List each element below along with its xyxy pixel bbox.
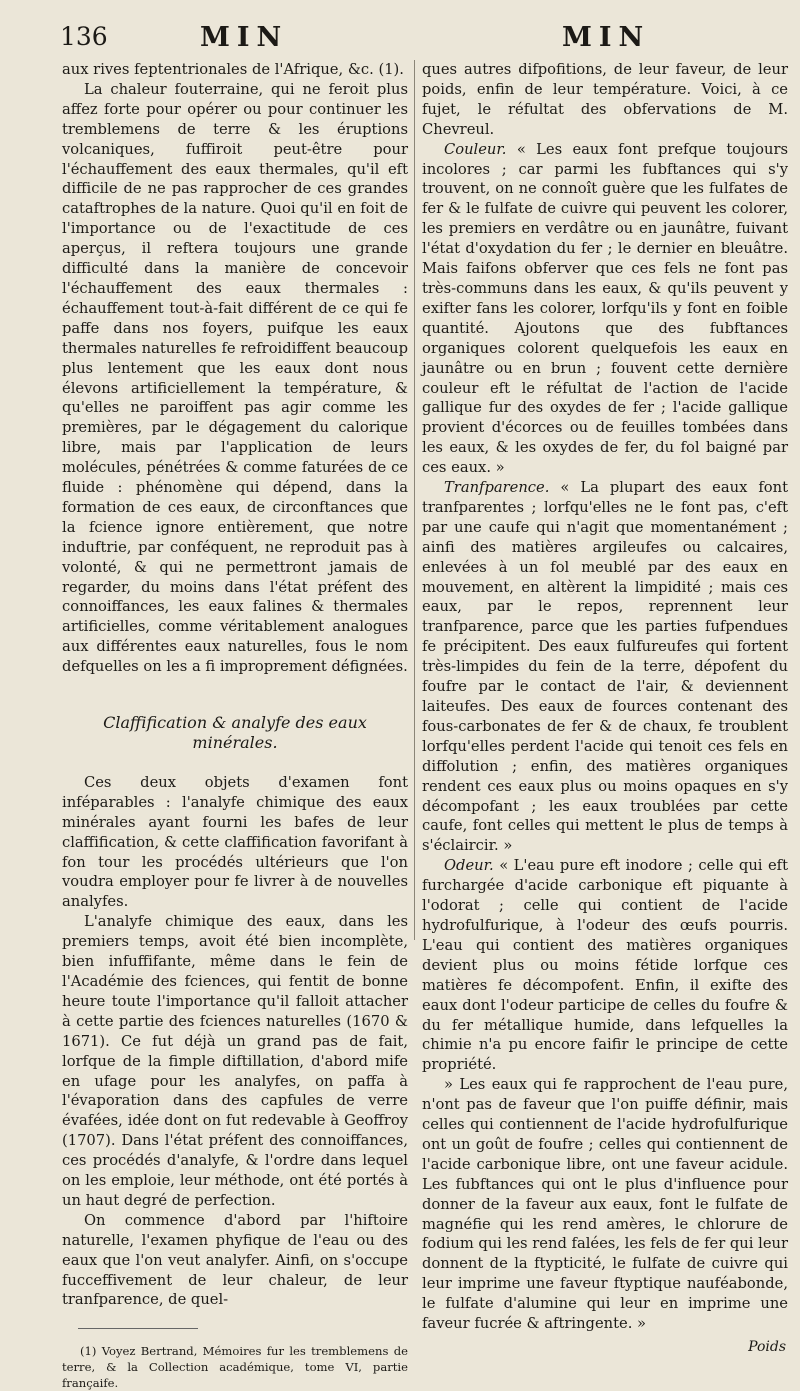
paragraph-odeur [422, 856, 788, 1075]
paragraph-label: Tranfparence. [444, 479, 550, 497]
paragraph: On commence d'abord par l'hiftoire naturelle, l'examen phyfique de l'eau ou des eaux que l'on veut analyfer. Ainfi, on s'occupe fucceffivement de leur chaleur, de leur tranfparence, de quel- [62, 1211, 408, 1309]
paragraph: » Les eaux qui fe rapprochent de l'eau pure, n'ont pas de faveur que l'on puiffe définir, mais celles qui contiennent de l'acide hydrofulfurique ont un goût de foufre ; celles qui contiennent de l'acide carbonique libre, ont une faveur acidule. Les fubftances qui ont le plus d'influence pour donner de la faveur aux eaux, font le fulfate de magnéfie qui les rend amères, le chlorure de fodium qui les rend falées, les fels de fer qui leur donnent de la ftypticité, le fulfate de cuivre qui leur imprime une faveur ftyptique nauféabonde, le fulfate d'alumine qui leur en imprime une faveur fucrée & aftringente. » [422, 1076, 788, 1333]
footnote-rule [78, 1328, 198, 1329]
running-head-left: MIN [200, 22, 289, 53]
running-header [60, 22, 782, 56]
page-number: 136 [60, 22, 108, 51]
left-column [62, 60, 408, 1391]
footnote: (1) Voyez Bertrand, Mémoires fur les tremblemens de terre, & la Collection académique, tome VI, partie françaife. [62, 1344, 408, 1391]
right-column [422, 60, 788, 1358]
paragraph-text: « L'eau pure eft inodore ; celle qui eft furchargée d'acide carbonique eft piquante à l'odorat ; celle qui contient de l'acide hydrofulfurique, à l'odeur des œufs pourris. L'eau qui contient des matières organiques devient plus ou moins fétide lorfque ces matières fe décompofent. Enfin, il exifte des eaux dont l'odeur participe de celles du foufre & du fer métallique humide, dans lefquelles la chimie n'a pu encore faifir le principe de cette propriété. [422, 857, 789, 1074]
paragraph-transparence [422, 478, 788, 856]
paragraph: La chaleur fouterraine, qui ne feroit plus affez forte pour opérer ou pour continuer les tremblemens de terre & les éruptions volcaniques, fuffiroit peut-être pour l'échauffement des eaux thermales, qu'il eft difficile de ne pas rapprocher de ces grandes cataftrophes de la nature. Quoi qu'il en foit de l'importance ou de l'exactitude de ces aperçus, il reftera toujours une grande difficulté dans la manière de concevoir l'échauffement des eaux thermales : échauffement tout-à-fait différent de ce qui fe paffe dans nos foyers, puifque les eaux thermales naturelles fe refroidiffent beaucoup plus lentement que les eaux dont nous élevons artificiellement la température, & qu'elles ne paroiffent pas agir comme les premières, par le dégagement du calorique libre, mais par l'application de leurs molécules, pénétrées & comme faturées de ce fluide : phénomène qui dépend, dans la formation de ces eaux, de circonftances que la fcience ignore entièrement, que notre induftrie, par conféquent, ne reproduit pas à volonté, & qui ne permettront jamais de regarder, du moins dans l'état préfent des connoiffances, les eaux falines & thermales artificielles, comme véritablement analogues aux différentes eaux naturelles, fous le nom defquelles on les a fi improprement défignées. [62, 80, 408, 676]
paragraph-label: Couleur. [444, 140, 507, 158]
paragraph: L'analyfe chimique des eaux, dans les premiers temps, avoit été bien incomplète, bien infuffifante, même dans le fein de l'Académie des fciences, qui fentit de bonne heure toute l'importance qu'il falloit attacher à cette partie des fciences naturelles (1670 & 1671). Ce fut déjà un grand pas de fait, lorfque de la fimple diftillation, d'abord mife en ufage pour les analyfes, on paffa à l'évaporation dans des capfules de verre évafées, idée dont on fut redevable à Geoffroy (1707). Dans l'état préfent des connoiffances, ces procédés d'analyfe, & l'ordre dans lequel on les emploie, leur méthode, ont été portés à un haut degré de perfection. [62, 913, 408, 1209]
paragraph: Ces deux objets d'examen font inféparables : l'analyfe chimique des eaux minérales ayant fourni les bafes de leur claffification, & cette claffification favorifant à fon tour les procédés ultérieurs que l'on voudra employer pour fe livrer à de nouvelles analyfes. [62, 773, 408, 911]
column-divider [414, 60, 415, 940]
paragraph-label: Odeur. [444, 857, 494, 875]
paragraph: aux rives feptentrionales de l'Afrique, &c. (1). [62, 61, 404, 78]
section-title: Claffification & analyfe des eaux minérales. [103, 713, 367, 752]
paragraph: ques autres difpofitions, de leur faveur, de leur poids, enfin de leur température. Voici, à ce fujet, le réfultat des obfervations de M. Chevreul. [422, 61, 788, 138]
paragraph-text: « Les eaux font prefque toujours incolores ; car parmi les fubftances qui s'y trouvent, on ne connoît guère que les fulfates de fer & le fulfate de cuivre qui peuvent les colorer, les premiers en verdâtre ou en jaunâtre, fuivant l'état d'oxydation du fer ; le dernier en bleuâtre. Mais faifons obferver que ces fels ne font pas très-communs dans les eaux, & qu'ils peuvent y exifter fans les colorer, lorfqu'ils y font en foible quantité. Ajoutons que des fubftances organiques colorent quelquefois les eaux en jaunâtre ou en brun ; fouvent cette dernière couleur eft le réfultat de l'action de l'acide gallique fur des oxydes de fer ; l'acide gallique provient d'écorces ou de feuilles tombées dans les eaux, & les oxydes de fer, du fol baigné par ces eaux. » [422, 140, 789, 477]
paragraph-text: « La plupart des eaux font tranfparentes ; lorfqu'elles ne le font pas, c'eft par une caufe qui n'agit que momentanément ; ainfi des matières argileufes ou calcaires, enlevées à un fol meublé par des eaux en mouvement, en altèrent la limpidité ; mais ces eaux, par le repos, reprennent leur tranfparence, parce que les parties fufpendues fe précipitent. Des eaux fulfureufes qui fortent très-limpides du fein de la terre, dépofent du foufre par le contact de l'air, & deviennent laiteufes. Des eaux de fources contenant des fous-carbonates de fer & de chaux, fe troublent lorfqu'elles perdent l'acide qui tenoit ces fels en diffolution ; enfin, des matières organiques rendent ces eaux plus ou moins opaques en s'y décompofant ; les eaux troublées par cette caufe, font celles qui mettent le plus de temps à s'éclaircir. » [422, 479, 788, 855]
paragraph-couleur [422, 140, 788, 478]
catchword: Poids [748, 1339, 786, 1355]
running-head-right: MIN [562, 22, 651, 53]
